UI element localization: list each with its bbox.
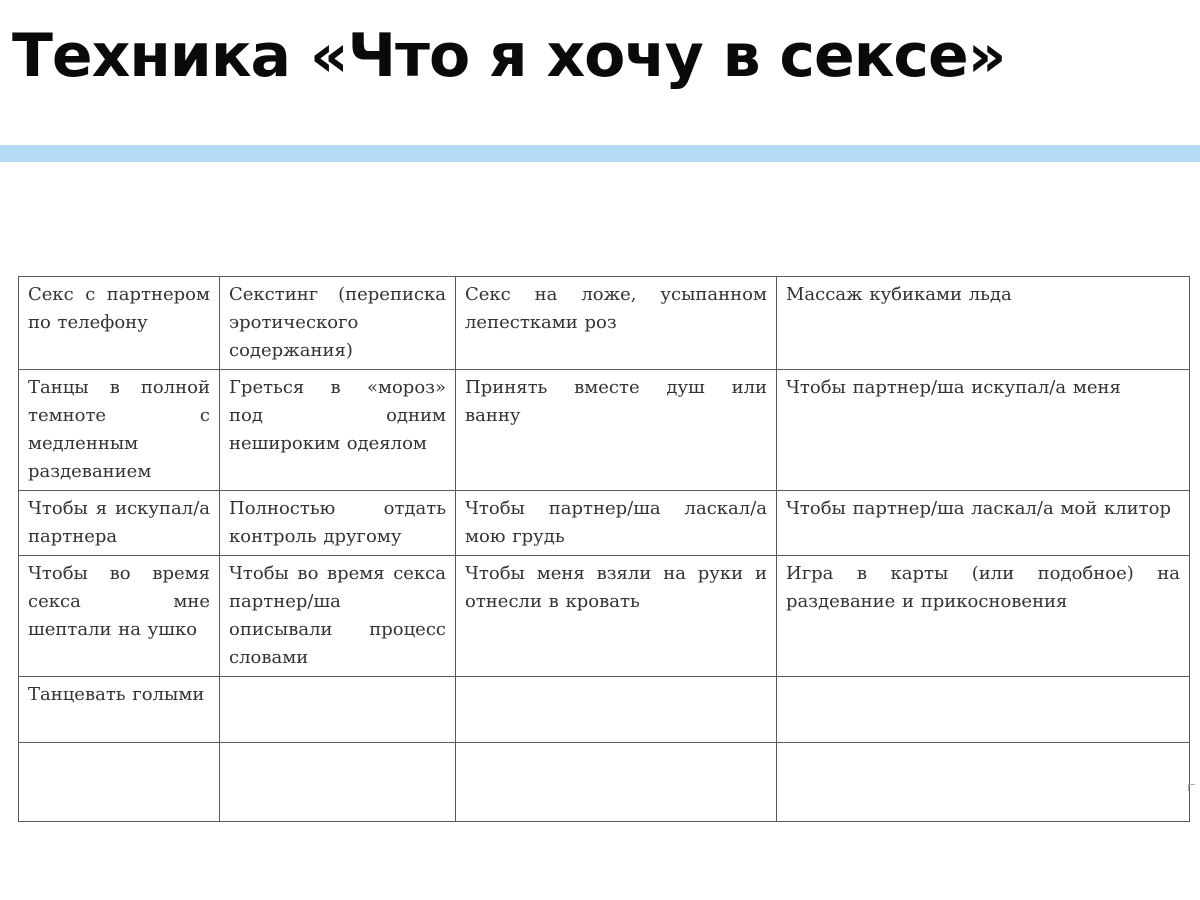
- table-row: [19, 491, 1190, 556]
- page-title: Техника «Что я хочу в сексе»: [12, 21, 1006, 91]
- table-cell-empty: [456, 677, 777, 743]
- table-cell: Принять вместе душ или ванну: [456, 370, 777, 491]
- table-cell: Чтобы во время секса мне шептали на ушко: [19, 556, 220, 677]
- table-cell: Чтобы партнер/ша ласкал/а мой клитор: [777, 491, 1190, 556]
- table-cell: Секстинг (переписка эротического содержания): [220, 277, 456, 370]
- table-row: [19, 277, 1190, 370]
- wishes-table: [18, 276, 1190, 822]
- table-cell-empty: [777, 677, 1190, 743]
- table-cell: Массаж кубиками льда: [777, 277, 1190, 370]
- table-cell: Секс с партнером по телефону: [19, 277, 220, 370]
- table-cell: Чтобы партнер/ша искупал/а меня: [777, 370, 1190, 491]
- table-cell: Секс на ложе, усыпанном лепестками роз: [456, 277, 777, 370]
- table-cell: Танцевать голыми: [19, 677, 220, 743]
- table-cell-empty: [220, 743, 456, 822]
- table-cell-empty: [777, 743, 1190, 822]
- table-cell: Греться в «мороз» под одним нешироким одеялом: [220, 370, 456, 491]
- accent-bar: [0, 145, 1200, 162]
- table-cell: Чтобы во время секса партнер/ша описывали процесс словами: [220, 556, 456, 677]
- table-cell: Чтобы меня взяли на руки и отнесли в кровать: [456, 556, 777, 677]
- table-cell: Танцы в полной темноте с медленным раздеванием: [19, 370, 220, 491]
- table-row: [19, 677, 1190, 743]
- table-cell-empty: [220, 677, 456, 743]
- table-row: [19, 370, 1190, 491]
- table-cell: Полностью отдать контроль другому: [220, 491, 456, 556]
- table-cell-empty: [456, 743, 777, 822]
- table-cell-empty: [19, 743, 220, 822]
- table-row: [19, 556, 1190, 677]
- table-corner-mark: [1188, 784, 1195, 791]
- table-cell: Игра в карты (или подобное) на раздевание и прикосновения: [777, 556, 1190, 677]
- table-row: [19, 743, 1190, 822]
- table-cell: Чтобы я искупал/а партнера: [19, 491, 220, 556]
- table-cell: Чтобы партнер/ша ласкал/а мою грудь: [456, 491, 777, 556]
